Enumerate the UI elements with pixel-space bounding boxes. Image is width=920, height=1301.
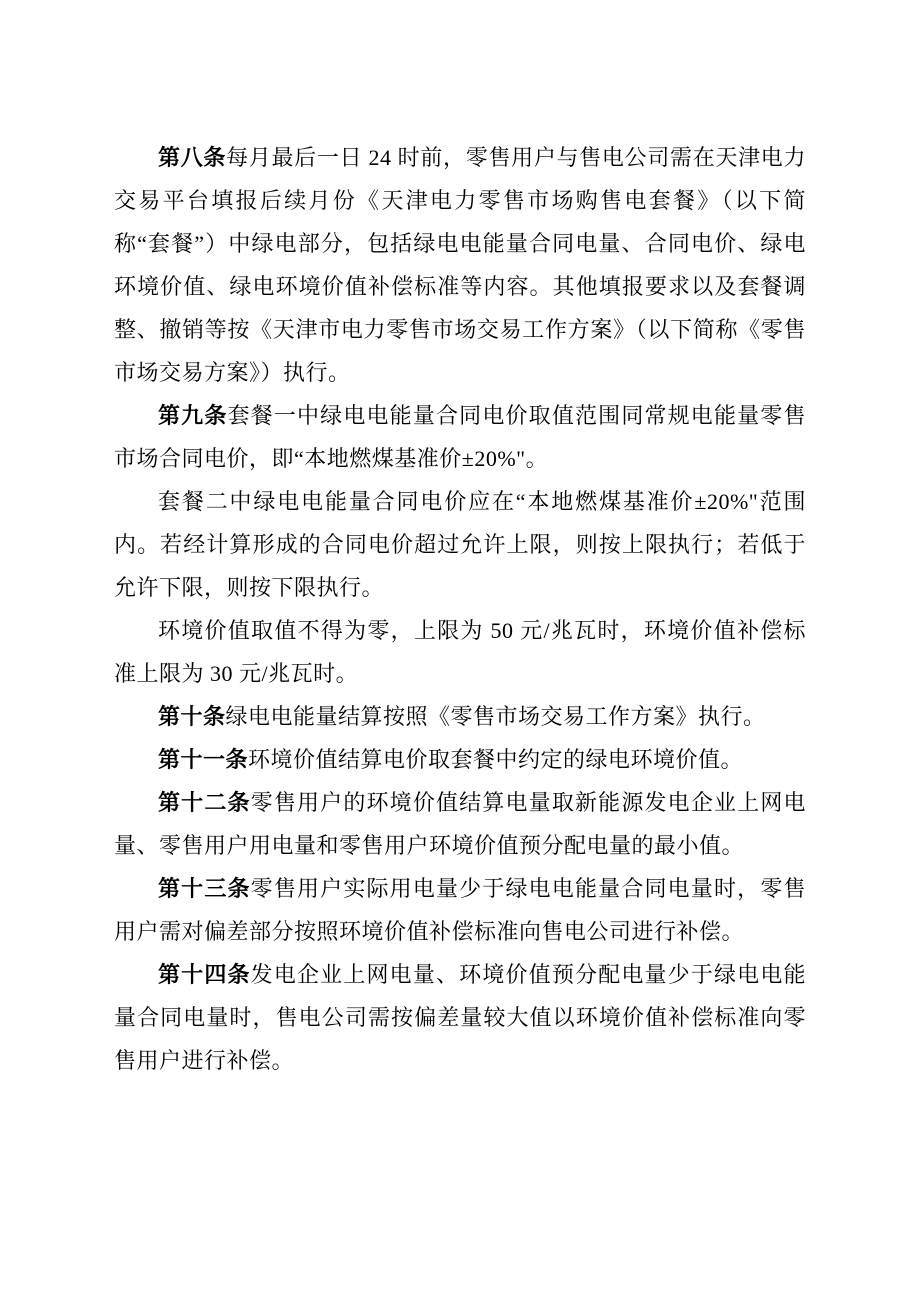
- article-9-number: 第九条: [158, 403, 228, 428]
- paragraph-article-13: [114, 867, 806, 953]
- paragraph-article-8: [114, 136, 806, 394]
- document-body: [114, 136, 806, 1082]
- article-13-number: 第十三条: [158, 876, 251, 901]
- article-11-text: 环境价值结算电价取套餐中约定的绿电环境价值。: [248, 747, 744, 772]
- article-13-text: 零售用户实际用电量少于绿电电能量合同电量时，零售用户需对偏差部分按照环境价值补偿标准向售电公司进行补偿。: [114, 876, 806, 944]
- paragraph-article-11: [114, 738, 806, 781]
- article-14-text: 发电企业上网电量、环境价值预分配电量少于绿电电能量合同电量时，售电公司需按偏差量较大值以环境价值补偿标准向零售用户进行补偿。: [114, 962, 806, 1073]
- article-12-text: 零售用户的环境价值结算电量取新能源发电企业上网电量、零售用户用电量和零售用户环境价值预分配电量的最小值。: [114, 790, 806, 858]
- paragraph-package-two: [114, 480, 806, 609]
- article-8-text: 每月最后一日 24 时前，零售用户与售电公司需在天津电力交易平台填报后续月份《天津电力零售市场购售电套餐》（以下简称“套餐”）中绿电部分，包括绿电电能量合同电量、合同电价、绿电环境价值、绿电环境价值补偿标准等内容。其他填报要求以及套餐调整、撤销等按《天津市电力零售市场交易工作方案》（以下简称《零售市场交易方案》）执行。: [114, 145, 806, 385]
- article-11-number: 第十一条: [158, 747, 249, 772]
- env-value-limits-text: 环境价值取值不得为零，上限为 50 元/兆瓦时，环境价值补偿标准上限为 30 元/兆瓦时。: [114, 618, 806, 686]
- article-10-number: 第十条: [158, 704, 226, 729]
- article-12-number: 第十二条: [158, 790, 251, 815]
- package-two-text: 套餐二中绿电电能量合同电价应在“本地燃煤基准价±20%"范围内。若经计算形成的合同电价超过允许上限，则按上限执行；若低于允许下限，则按下限执行。: [114, 489, 806, 600]
- article-14-number: 第十四条: [158, 962, 251, 987]
- paragraph-env-value-limits: [114, 609, 806, 695]
- paragraph-article-14: [114, 953, 806, 1082]
- article-8-number: 第八条: [158, 145, 227, 170]
- article-9-text: 套餐一中绿电电能量合同电价取值范围同常规电能量零售市场合同电价，即“本地燃煤基准价±20%"。: [114, 403, 806, 471]
- paragraph-article-10: [114, 695, 806, 738]
- article-10-text: 绿电电能量结算按照《零售市场交易工作方案》执行。: [225, 704, 766, 729]
- paragraph-article-9: [114, 394, 806, 480]
- paragraph-article-12: [114, 781, 806, 867]
